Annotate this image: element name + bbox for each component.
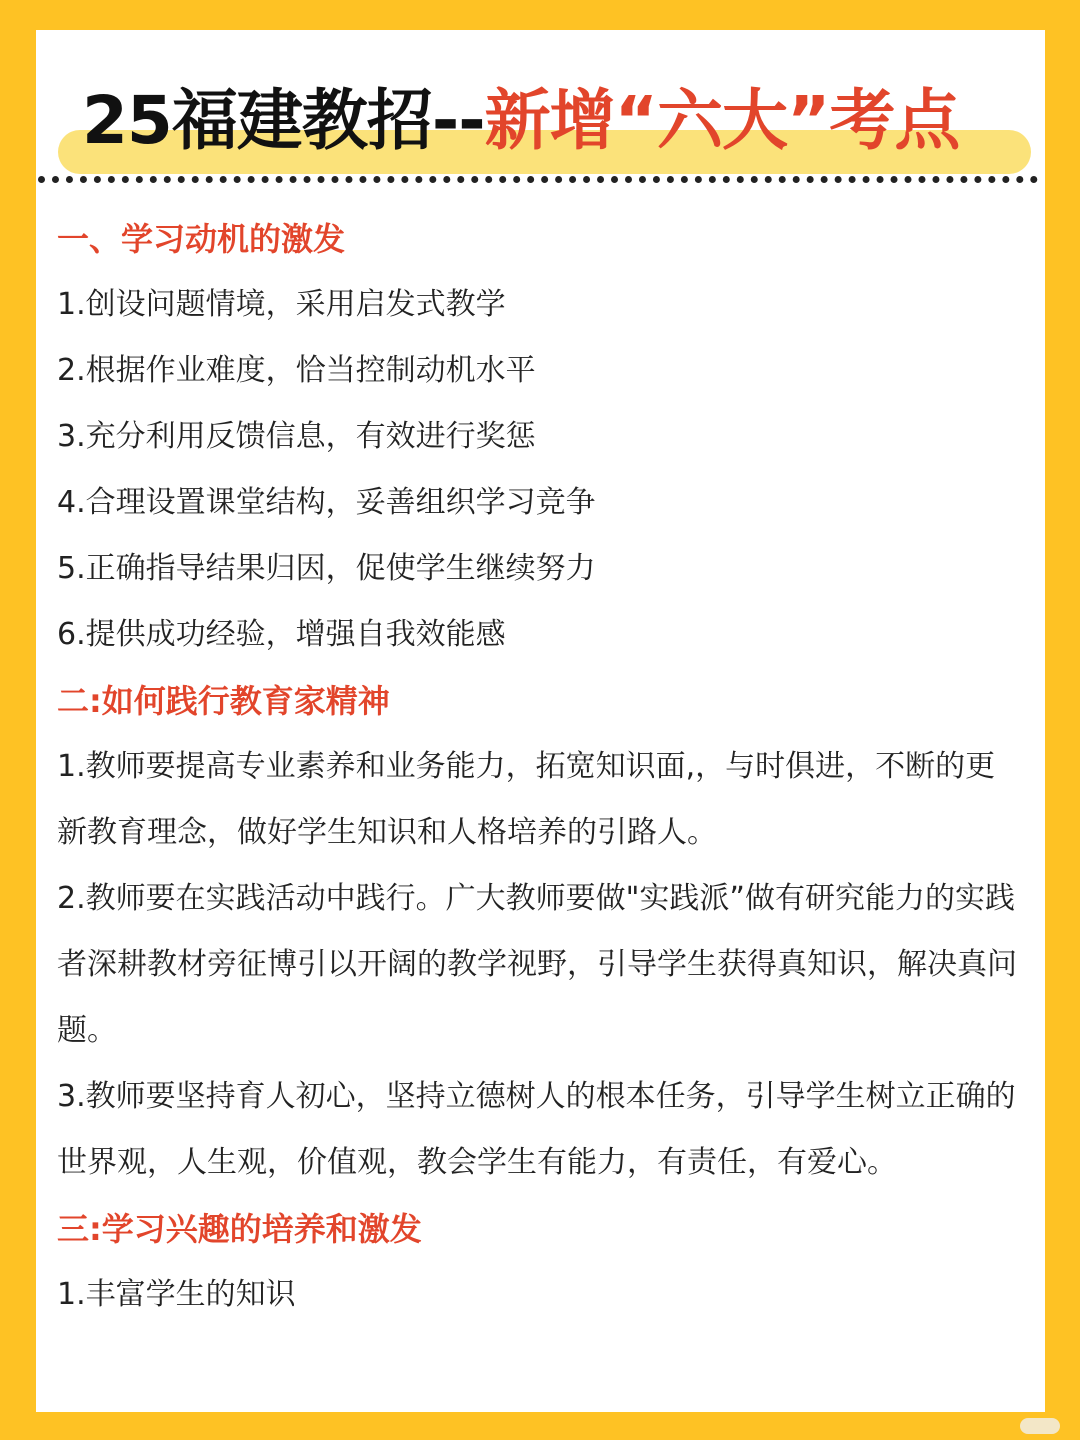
watermark-badge bbox=[1020, 1418, 1060, 1434]
paragraph-item: 1.教师要提高专业素养和业务能力，拓宽知识面,，与时俱进，不断的更新教育理念，做好学生知识和人格培养的引路人。 bbox=[57, 749, 996, 850]
paragraph-item: 3.教师要坚持育人初心，坚持立德树人的根本任务，引导学生树立正确的世界观，人生观，价值观，教会学生有能力，有责任，有爱心。 bbox=[57, 1079, 1016, 1180]
list-item: 4.合理设置课堂结构，妥善组织学习竞争 bbox=[57, 485, 596, 520]
list-item: 3.充分利用反馈信息，有效进行奖惩 bbox=[57, 419, 536, 454]
page-title-highlight-text: 新增“六大”考点 bbox=[484, 82, 960, 159]
page-title bbox=[82, 76, 959, 166]
title-block bbox=[56, 60, 1031, 170]
list-item: 6.提供成功经验，增强自我效能感 bbox=[57, 617, 506, 652]
list-item: 2.根据作业难度，恰当控制动机水平 bbox=[57, 353, 536, 388]
section-heading-1: 一、学习动机的激发 bbox=[57, 220, 346, 258]
page-title-prefix: 25福建教招-- bbox=[82, 82, 485, 159]
article-body bbox=[57, 206, 1027, 1328]
dotted-divider bbox=[38, 176, 1038, 183]
content-card bbox=[36, 30, 1045, 1412]
list-item: 1.丰富学生的知识 bbox=[57, 1277, 296, 1312]
paragraph-item: 2.教师要在实践活动中践行。广大教师要做"实践派”做有研究能力的实践者深耕教材旁征博引以开阔的教学视野，引导学生获得真知识，解决真问题。 bbox=[57, 881, 1017, 1048]
section-heading-3: 三:学习兴趣的培养和激发 bbox=[57, 1210, 422, 1248]
section-heading-2: 二:如何践行教育家精神 bbox=[57, 682, 390, 720]
list-item: 1.创设问题情境，采用启发式教学 bbox=[57, 287, 506, 322]
list-item: 5.正确指导结果归因，促使学生继续努力 bbox=[57, 551, 596, 586]
